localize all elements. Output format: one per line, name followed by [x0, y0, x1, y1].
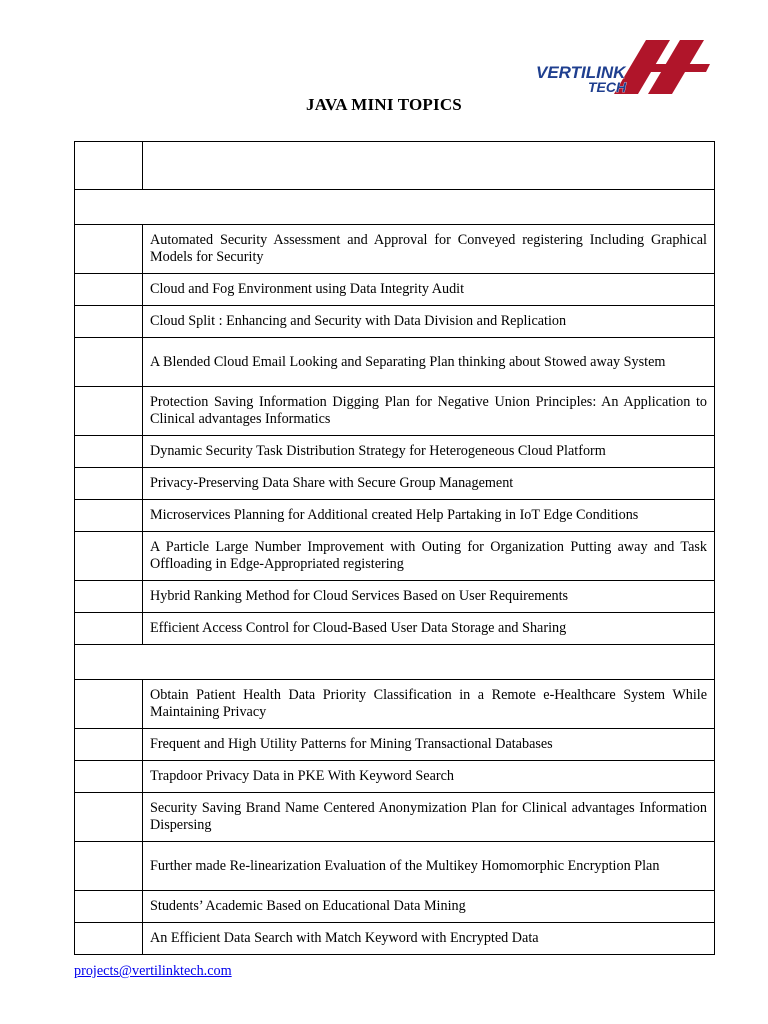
row-number-cell	[75, 923, 143, 955]
section-row-2	[75, 645, 715, 680]
section-cell	[75, 645, 715, 680]
topic-cell: Trapdoor Privacy Data in PKE With Keyword Search	[143, 761, 715, 793]
topic-cell: Privacy-Preserving Data Share with Secure Group Management	[143, 468, 715, 500]
page-title: JAVA MINI TOPICS	[306, 95, 462, 114]
table-row	[75, 842, 715, 891]
table-row	[75, 387, 715, 436]
table-row	[75, 338, 715, 387]
logo-text-line2: TECH	[588, 79, 627, 94]
topic-cell: Obtain Patient Health Data Priority Classification in a Remote e-Healthcare System While Maintaining Privacy	[143, 680, 715, 729]
table-row	[75, 436, 715, 468]
row-number-cell	[75, 225, 143, 274]
table-row	[75, 613, 715, 645]
header-number-cell	[75, 142, 143, 190]
section-row-1	[75, 190, 715, 225]
email-link[interactable]: projects@vertilinktech.com	[74, 963, 232, 979]
logo-red-crossbar	[634, 64, 710, 72]
header-title-cell	[143, 142, 715, 190]
row-number-cell	[75, 793, 143, 842]
topic-cell: Students’ Academic Based on Educational Data Mining	[143, 891, 715, 923]
table-row	[75, 923, 715, 955]
table-row	[75, 581, 715, 613]
topic-cell: Cloud Split : Enhancing and Security with Data Division and Replication	[143, 306, 715, 338]
row-number-cell	[75, 274, 143, 306]
row-number-cell	[75, 761, 143, 793]
topic-cell: Protection Saving Information Digging Plan for Negative Union Principles: An Application to Clinical advantages Informatics	[143, 387, 715, 436]
table-row	[75, 891, 715, 923]
topic-cell: Efficient Access Control for Cloud-Based User Data Storage and Sharing	[143, 613, 715, 645]
row-number-cell	[75, 729, 143, 761]
vertilink-tech-logo	[534, 38, 712, 94]
row-number-cell	[75, 387, 143, 436]
row-number-cell	[75, 581, 143, 613]
table-row	[75, 532, 715, 581]
topic-cell: Frequent and High Utility Patterns for Mining Transactional Databases	[143, 729, 715, 761]
table-row	[75, 306, 715, 338]
topic-cell: A Blended Cloud Email Looking and Separating Plan thinking about Stowed away System	[143, 338, 715, 387]
row-number-cell	[75, 613, 143, 645]
table-row	[75, 793, 715, 842]
row-number-cell	[75, 338, 143, 387]
topic-cell: Dynamic Security Task Distribution Strategy for Heterogeneous Cloud Platform	[143, 436, 715, 468]
table-row	[75, 468, 715, 500]
topic-cell: An Efficient Data Search with Match Keyword with Encrypted Data	[143, 923, 715, 955]
topic-cell: Further made Re-linearization Evaluation of the Multikey Homomorphic Encryption Plan	[143, 842, 715, 891]
row-number-cell	[75, 891, 143, 923]
table-row	[75, 274, 715, 306]
row-number-cell	[75, 532, 143, 581]
topic-cell: Automated Security Assessment and Approval for Conveyed registering Including Graphical Models for Security	[143, 225, 715, 274]
topic-cell: Hybrid Ranking Method for Cloud Services Based on User Requirements	[143, 581, 715, 613]
row-number-cell	[75, 500, 143, 532]
logo-text-line1: VERTILINK	[536, 63, 626, 82]
row-number-cell	[75, 306, 143, 338]
row-number-cell	[75, 468, 143, 500]
table-row	[75, 500, 715, 532]
table-header-row	[75, 142, 715, 190]
topic-cell: A Particle Large Number Improvement with Outing for Organization Putting away and Task Offloading in Edge-Appropriated registering	[143, 532, 715, 581]
table-row	[75, 680, 715, 729]
topics-table	[74, 141, 715, 955]
topic-cell: Cloud and Fog Environment using Data Integrity Audit	[143, 274, 715, 306]
table-row	[75, 729, 715, 761]
topic-cell: Security Saving Brand Name Centered Anonymization Plan for Clinical advantages Information Dispersing	[143, 793, 715, 842]
row-number-cell	[75, 680, 143, 729]
table-row	[75, 225, 715, 274]
row-number-cell	[75, 842, 143, 891]
section-cell	[75, 190, 715, 225]
table-row	[75, 761, 715, 793]
row-number-cell	[75, 436, 143, 468]
topic-cell: Microservices Planning for Additional created Help Partaking in IoT Edge Conditions	[143, 500, 715, 532]
